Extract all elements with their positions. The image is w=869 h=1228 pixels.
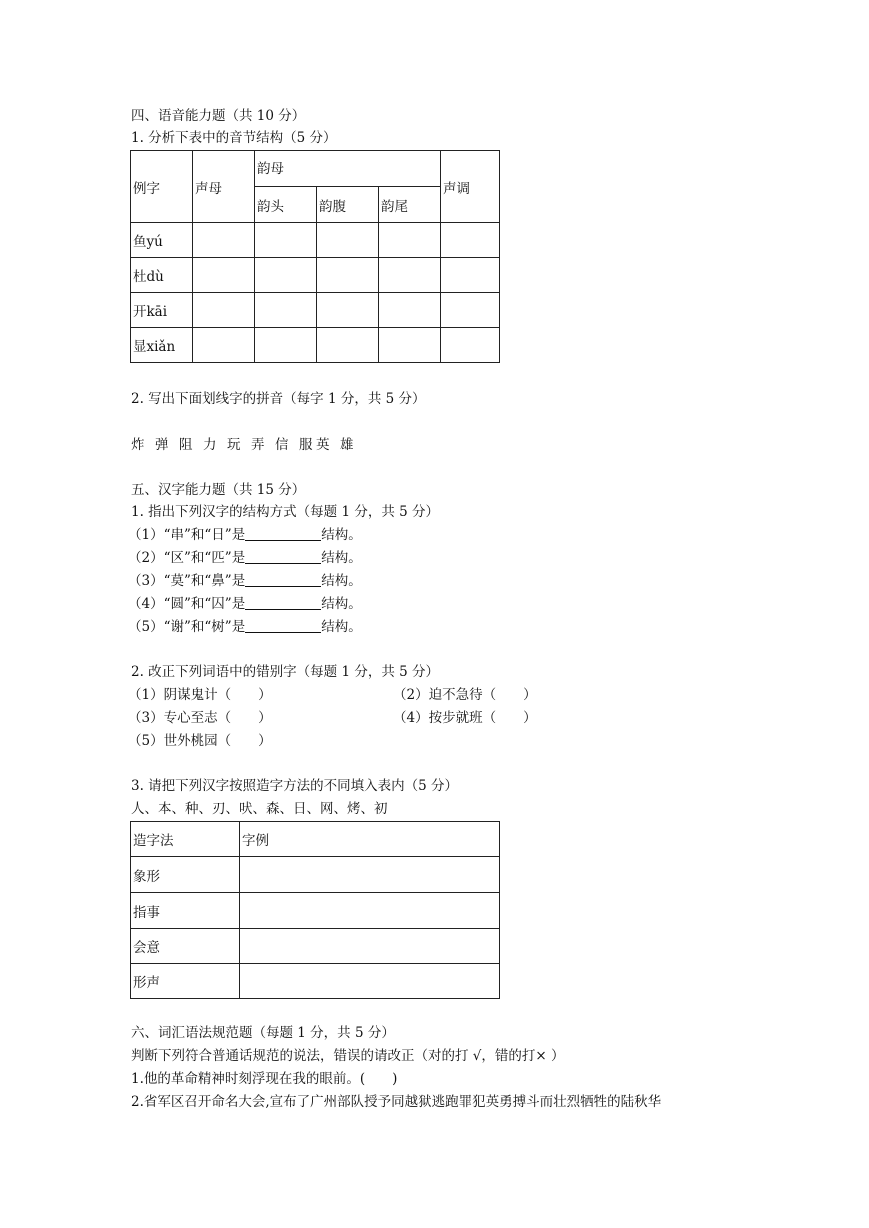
typo-item: （2）迫不急待（ ）	[393, 687, 537, 703]
section6-title: 六、词汇语法规范题（每题 1 分，共 5 分）	[131, 1025, 395, 1041]
answer-blank[interactable]	[245, 549, 321, 564]
section6-instruction: 判断下列符合普通话规范的说法，错误的请改正（对的打 √，错的打× ）	[131, 1048, 565, 1064]
char: 信	[275, 437, 289, 453]
method-label: 象形	[131, 857, 240, 893]
header-final: 韵母	[255, 151, 441, 187]
answer-cell[interactable]	[193, 328, 255, 363]
answer-blank[interactable]	[245, 595, 321, 610]
syllable-table	[130, 150, 500, 363]
char: 力	[203, 437, 217, 453]
structure-item: （4）“圆”和“囚”是 结构。	[128, 596, 362, 612]
character-list: 人、本、种、刃、吠、森、日、网、烤、初	[131, 801, 388, 817]
answer-cell[interactable]	[255, 223, 317, 258]
structure-item: （2）“区”和“匹”是 结构。	[128, 550, 362, 566]
char: 英	[316, 437, 330, 453]
header-coda: 韵尾	[379, 187, 441, 223]
header-method: 造字法	[131, 822, 240, 857]
char: 弹	[155, 437, 169, 453]
answer-cell[interactable]	[317, 328, 379, 363]
header-tone: 声调	[441, 151, 500, 223]
answer-cell[interactable]	[240, 857, 500, 893]
answer-cell[interactable]	[317, 223, 379, 258]
section4-q1-title: 1. 分析下表中的音节结构（5 分）	[131, 130, 337, 146]
typo-item: （4）按步就班（ ）	[393, 710, 537, 726]
method-label: 指事	[131, 893, 240, 929]
answer-cell[interactable]	[441, 328, 500, 363]
char: 玩	[227, 437, 241, 453]
answer-cell[interactable]	[240, 893, 500, 929]
grammar-item: 2.省军区召开命名大会,宣布了广州部队授予同越狱逃跑罪犯英勇搏斗而壮烈牺牲的陆秋华	[131, 1094, 662, 1110]
pinyin-characters	[131, 436, 354, 454]
row-label: 鱼yú	[131, 223, 193, 258]
answer-cell[interactable]	[240, 964, 500, 999]
answer-cell[interactable]	[255, 258, 317, 293]
section4-q2-title: 2. 写出下面划线字的拼音（每字 1 分，共 5 分）	[131, 391, 426, 407]
structure-item: （3）“莫”和“鼻”是 结构。	[128, 573, 362, 589]
structure-item: （5）“谢”和“树”是 结构。	[128, 619, 362, 635]
answer-cell[interactable]	[317, 293, 379, 328]
answer-cell[interactable]	[441, 223, 500, 258]
answer-cell[interactable]	[379, 223, 441, 258]
answer-cell[interactable]	[379, 258, 441, 293]
section4-title: 四、语音能力题（共 10 分）	[131, 108, 306, 124]
structure-item: （1）“串”和“日”是 结构。	[128, 527, 362, 543]
typo-item: （3）专心至志（ ）	[128, 710, 272, 726]
method-label: 形声	[131, 964, 240, 999]
char: 炸	[131, 437, 145, 453]
grammar-item: 1.他的革命精神时刻浮现在我的眼前。( )	[131, 1071, 398, 1087]
section5-q3-title: 3. 请把下列汉字按照造字方法的不同填入表内（5 分）	[131, 778, 459, 794]
section5-q2-title: 2. 改正下列词语中的错别字（每题 1 分，共 5 分）	[131, 664, 440, 680]
answer-cell[interactable]	[317, 258, 379, 293]
header-nucleus: 韵腹	[317, 187, 379, 223]
answer-blank[interactable]	[245, 526, 321, 541]
answer-cell[interactable]	[441, 258, 500, 293]
row-label: 显xiǎn	[131, 328, 193, 363]
typo-item: （1）阴谋鬼计（ ）	[128, 687, 272, 703]
header-medial: 韵头	[255, 187, 317, 223]
char: 服	[299, 437, 313, 453]
header-examples: 字例	[240, 822, 500, 857]
answer-cell[interactable]	[255, 293, 317, 328]
char: 雄	[340, 437, 354, 453]
header-initial: 声母	[193, 151, 255, 223]
method-label: 会意	[131, 929, 240, 964]
answer-cell[interactable]	[193, 223, 255, 258]
header-example: 例字	[131, 151, 193, 223]
section5-title: 五、汉字能力题（共 15 分）	[131, 482, 306, 498]
row-label: 杜dù	[131, 258, 193, 293]
answer-blank[interactable]	[245, 572, 321, 587]
answer-cell[interactable]	[379, 293, 441, 328]
char: 阻	[179, 437, 193, 453]
char: 弄	[251, 437, 265, 453]
formation-table	[130, 821, 500, 999]
section5-q1-title: 1. 指出下列汉字的结构方式（每题 1 分，共 5 分）	[131, 504, 440, 520]
row-label: 开kāi	[131, 293, 193, 328]
answer-cell[interactable]	[240, 929, 500, 964]
answer-cell[interactable]	[441, 293, 500, 328]
answer-cell[interactable]	[193, 293, 255, 328]
answer-cell[interactable]	[193, 258, 255, 293]
answer-blank[interactable]	[245, 618, 321, 633]
typo-item: （5）世外桃园（ ）	[128, 733, 272, 749]
answer-cell[interactable]	[379, 328, 441, 363]
answer-cell[interactable]	[255, 328, 317, 363]
